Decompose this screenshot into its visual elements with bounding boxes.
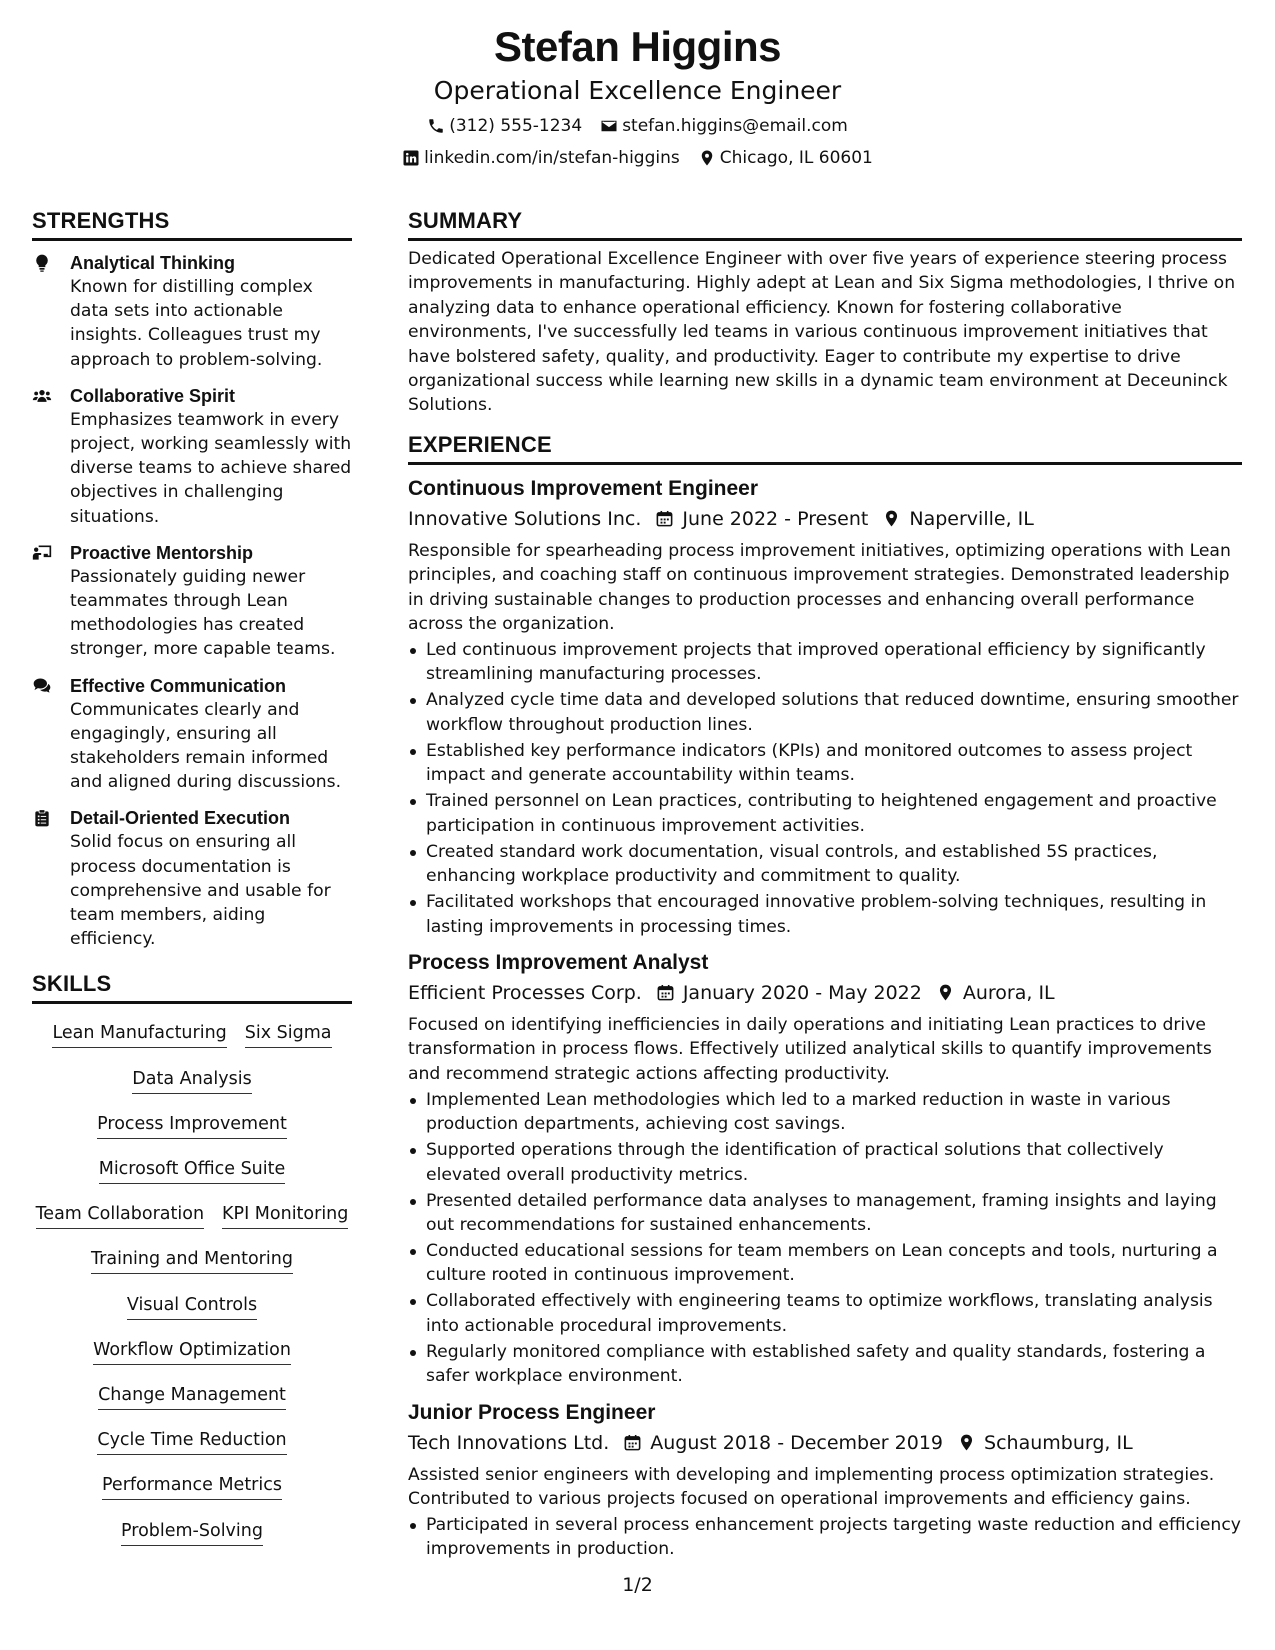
job-location: Aurora, IL: [962, 981, 1055, 1004]
strength-item: [32, 806, 352, 951]
skill-row: [32, 1238, 352, 1283]
contact-row-1: [0, 114, 1275, 138]
skill-tag: Performance Metrics: [102, 1474, 282, 1500]
skill-row: [32, 1510, 352, 1555]
strengths-section: [32, 206, 352, 951]
right-column: [408, 206, 1242, 1562]
bullet-item: Established key performance indicators (KPIs) and monitored outcomes to assess project impact and generate accountability within teams.: [426, 739, 1242, 788]
phone-icon: [427, 117, 445, 135]
skill-row: [32, 1374, 352, 1419]
map-pin-icon: [936, 983, 955, 1002]
phone-contact: [427, 114, 582, 138]
page-number: 1/2: [622, 1574, 653, 1596]
strength-title: Proactive Mentorship: [70, 542, 254, 563]
job-entry: [408, 1399, 1242, 1562]
skills-list: [32, 1012, 352, 1554]
strength-title: Analytical Thinking: [70, 253, 236, 273]
envelope-icon: [600, 117, 618, 135]
summary-text: Dedicated Operational Excellence Engineer with over five years of experience steering process improvements in manufacturing. Highly adept at Lean and Six Sigma methodologies, I thrive on analyzing data to enhance operational efficiency. Known for fostering collaborative environments, I've successfully led teams in various continuous improvement initiatives that have bolstered safety, quality, and productivity. Eager to contribute my expertise to drive organizational success while learning new skills in a dynamic team environment at Deceuninck Solutions.: [408, 249, 1236, 416]
skill-tag: Six Sigma: [245, 1022, 332, 1048]
strength-desc: Known for distilling complex data sets into actionable insights. Colleagues trust my approach to problem-solving.: [70, 277, 323, 370]
map-pin-icon: [882, 509, 901, 528]
job-title: Process Improvement Analyst: [408, 950, 709, 974]
skill-row: [32, 1193, 352, 1238]
location-text: Chicago, IL 60601: [719, 148, 873, 168]
bullet-item: Participated in several process enhancement projects targeting waste reduction and efficiency improvements in production.: [426, 1513, 1242, 1562]
strength-desc: Passionately guiding newer teammates through Lean methodologies has created stronger, more capable teams.: [70, 566, 336, 660]
resume-header: [0, 20, 1275, 170]
job-entry: [408, 475, 1242, 939]
job-dates: August 2018 - December 2019: [650, 1431, 944, 1454]
job-company: Tech Innovations Ltd.: [408, 1431, 610, 1454]
strength-item: [32, 384, 352, 529]
job-company: Innovative Solutions Inc.: [408, 507, 642, 530]
skill-row: [32, 1148, 352, 1193]
strength-desc: Communicates clearly and engagingly, ensuring all stakeholders remain informed and aligned during discussions.: [70, 699, 342, 793]
experience-section: [408, 430, 1242, 1562]
bullet-item: Led continuous improvement projects that improved operational efficiency by significantly streamlining manufacturing processes.: [426, 638, 1242, 687]
experience-heading: EXPERIENCE: [408, 430, 1242, 465]
skill-row: [32, 1012, 352, 1057]
bullet-item: Implemented Lean methodologies which led to a marked reduction in waste in various production departments, achieving cost savings.: [426, 1088, 1242, 1137]
skill-row: [32, 1464, 352, 1509]
strength-item: [32, 674, 352, 795]
strength-desc: Solid focus on ensuring all process documentation is comprehensive and usable for team members, aiding efficiency.: [70, 832, 331, 950]
skill-tag: Data Analysis: [132, 1068, 251, 1094]
calendar-icon: [655, 509, 674, 528]
skill-tag: Microsoft Office Suite: [99, 1158, 286, 1184]
bullet-item: Created standard work documentation, visual controls, and established 5S practices, enhancing workplace productivity and commitment to quality.: [426, 840, 1242, 889]
skill-tag: Team Collaboration: [36, 1203, 204, 1229]
skill-row: [32, 1058, 352, 1103]
skill-tag: KPI Monitoring: [222, 1203, 348, 1229]
candidate-name: Stefan Higgins: [493, 23, 782, 70]
job-description: Assisted senior engineers with developing and implementing process optimization strategies. Contributed to various projects focused on operational improvements and efficiency gains.: [408, 1464, 1215, 1509]
job-meta: [408, 979, 1242, 1007]
left-column: [32, 206, 352, 1555]
job-title: Continuous Improvement Engineer: [408, 476, 759, 500]
phone-text: (312) 555-1234: [449, 116, 583, 136]
job-title: Junior Process Engineer: [408, 1400, 656, 1424]
bullet-item: Conducted educational sessions for team members on Lean concepts and tools, nurturing a culture rooted in continuous improvement.: [426, 1239, 1242, 1288]
job-location: Naperville, IL: [909, 507, 1034, 530]
bullet-item: Trained personnel on Lean practices, contributing to heightened engagement and proactive participation in continuous improvement activities.: [426, 789, 1242, 838]
skill-tag: Cycle Time Reduction: [97, 1429, 286, 1455]
email-contact[interactable]: [600, 114, 848, 138]
skill-tag: Lean Manufacturing: [52, 1022, 226, 1048]
email-text[interactable]: stefan.higgins@email.com: [622, 116, 848, 136]
skill-tag: Process Improvement: [97, 1113, 287, 1139]
summary-heading: SUMMARY: [408, 206, 1242, 241]
linkedin-text[interactable]: linkedin.com/in/stefan-higgins: [424, 148, 680, 168]
job-bullets: [408, 1513, 1242, 1562]
skill-row: [32, 1419, 352, 1464]
strength-title: Collaborative Spirit: [70, 385, 236, 406]
calendar-icon: [656, 983, 675, 1002]
bullet-item: Presented detailed performance data analyses to management, framing insights and laying out recommendations for sustained enhancements.: [426, 1189, 1242, 1238]
skill-tag: Workflow Optimization: [93, 1339, 291, 1365]
skill-row: [32, 1329, 352, 1374]
job-meta: [408, 1429, 1242, 1457]
strength-item: [32, 251, 352, 372]
clipboard-icon: [32, 806, 70, 951]
chalkboard-teacher-icon: [32, 541, 70, 662]
job-description: Responsible for spearheading process improvement initiatives, optimizing operations with Lean principles, and coaching staff on continuous improvement strategies. Demonstrated leadership in driving sustainable changes to production processes and enhancing overall performance across the organization.: [408, 540, 1231, 635]
strength-title: Effective Communication: [70, 675, 287, 696]
bullet-item: Analyzed cycle time data and developed solutions that reduced downtime, ensuring smoother workflow throughout production lines.: [426, 688, 1242, 737]
linkedin-contact[interactable]: [402, 146, 680, 170]
comments-icon: [32, 674, 70, 795]
strengths-list: [32, 251, 352, 951]
strength-desc: Emphasizes teamwork in every project, working seamlessly with diverse teams to achieve shared objectives in challenging situations.: [70, 409, 352, 527]
map-pin-icon: [957, 1433, 976, 1452]
job-description: Focused on identifying inefficiencies in daily operations and initiating Lean practices to drive transformation in process flows. Effectively utilized analytical skills to quantify improvements and recommend strategic actions affecting productivity.: [408, 1014, 1212, 1084]
job-location: Schaumburg, IL: [984, 1431, 1133, 1454]
skill-tag: Visual Controls: [127, 1294, 257, 1320]
bullet-item: Facilitated workshops that encouraged innovative problem-solving techniques, resulting in lasting improvements in processing times.: [426, 890, 1242, 939]
strength-item: [32, 541, 352, 662]
candidate-title: Operational Excellence Engineer: [433, 76, 842, 105]
summary-section: [408, 206, 1242, 418]
job-entry: [408, 949, 1242, 1389]
calendar-icon: [623, 1433, 642, 1452]
linkedin-icon: [402, 149, 420, 167]
job-bullets: [408, 638, 1242, 939]
contact-row-2: [0, 146, 1275, 170]
job-dates: January 2020 - May 2022: [682, 981, 922, 1004]
job-dates: June 2022 - Present: [682, 507, 869, 530]
skill-tag: Problem-Solving: [121, 1520, 263, 1546]
bullet-item: Regularly monitored compliance with established safety and quality standards, fostering a safer workplace environment.: [426, 1340, 1242, 1389]
strength-title: Detail-Oriented Execution: [70, 808, 291, 829]
job-meta: [408, 505, 1242, 533]
skill-row: [32, 1103, 352, 1148]
job-company: Efficient Processes Corp.: [408, 981, 642, 1004]
skill-tag: Training and Mentoring: [91, 1248, 293, 1274]
map-pin-icon: [698, 149, 716, 167]
skills-heading: SKILLS: [32, 969, 352, 1004]
skill-row: [32, 1284, 352, 1329]
lightbulb-icon: [32, 251, 70, 372]
bullet-item: Supported operations through the identification of practical solutions that collectively elevated overall productivity metrics.: [426, 1138, 1242, 1187]
bullet-item: Collaborated effectively with engineering teams to optimize workflows, translating analysis into actionable procedural improvements.: [426, 1289, 1242, 1338]
skill-tag: Change Management: [98, 1384, 286, 1410]
location-contact: [698, 146, 873, 170]
strengths-heading: STRENGTHS: [32, 206, 352, 241]
job-bullets: [408, 1088, 1242, 1389]
skills-section: [32, 969, 352, 1554]
users-icon: [32, 384, 70, 529]
